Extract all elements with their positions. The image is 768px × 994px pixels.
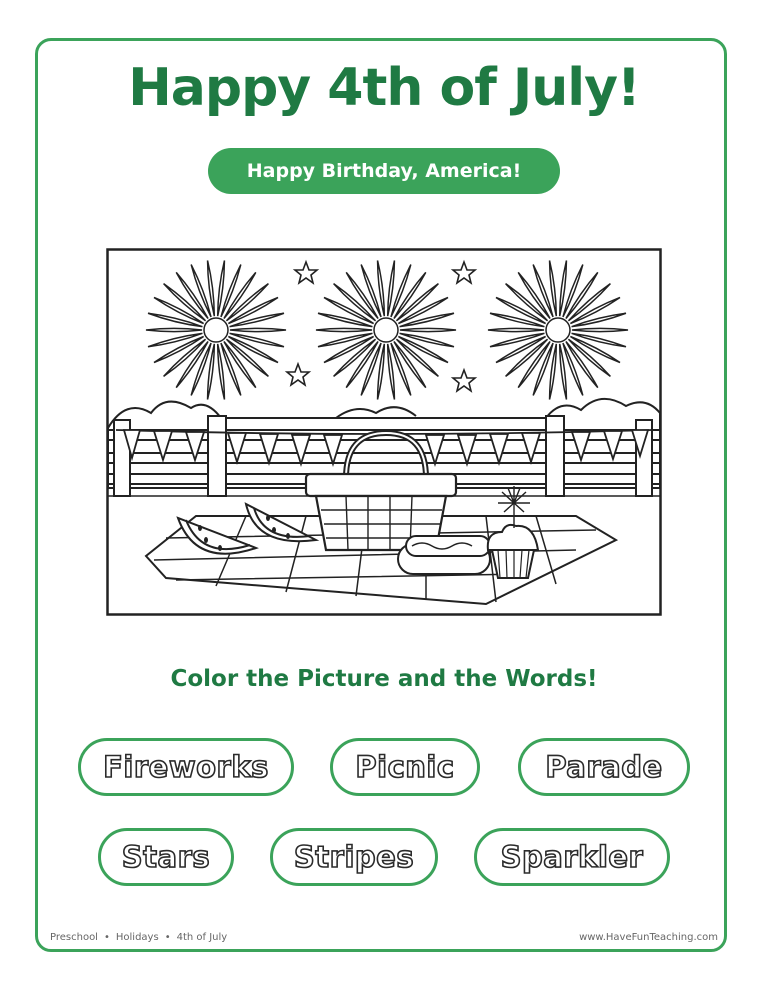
coloring-picture — [106, 248, 662, 616]
breadcrumb-4th-of-july: 4th of July — [176, 932, 228, 943]
word-box-stars: Stars — [98, 828, 234, 886]
word-box-parade: Parade — [518, 738, 690, 796]
subtitle-badge: Happy Birthday, America! — [208, 148, 560, 194]
word-box-sparkler: Sparkler — [474, 828, 670, 886]
hotdog-icon — [398, 536, 490, 574]
word-box-stripes: Stripes — [270, 828, 438, 886]
breadcrumb-separator: • — [103, 932, 110, 943]
page-title: Happy 4th of July! — [128, 58, 640, 118]
breadcrumb-separator: • — [164, 932, 171, 943]
footer-breadcrumb — [50, 932, 227, 943]
instruction-heading: Color the Picture and the Words! — [170, 666, 598, 692]
breadcrumb-preschool: Preschool — [50, 932, 98, 943]
word-box-fireworks: Fireworks — [78, 738, 294, 796]
breadcrumb-holidays: Holidays — [115, 932, 159, 943]
footer-site-url: www.HaveFunTeaching.com — [579, 932, 718, 943]
cupcake-icon — [488, 525, 538, 578]
word-box-picnic: Picnic — [330, 738, 480, 796]
